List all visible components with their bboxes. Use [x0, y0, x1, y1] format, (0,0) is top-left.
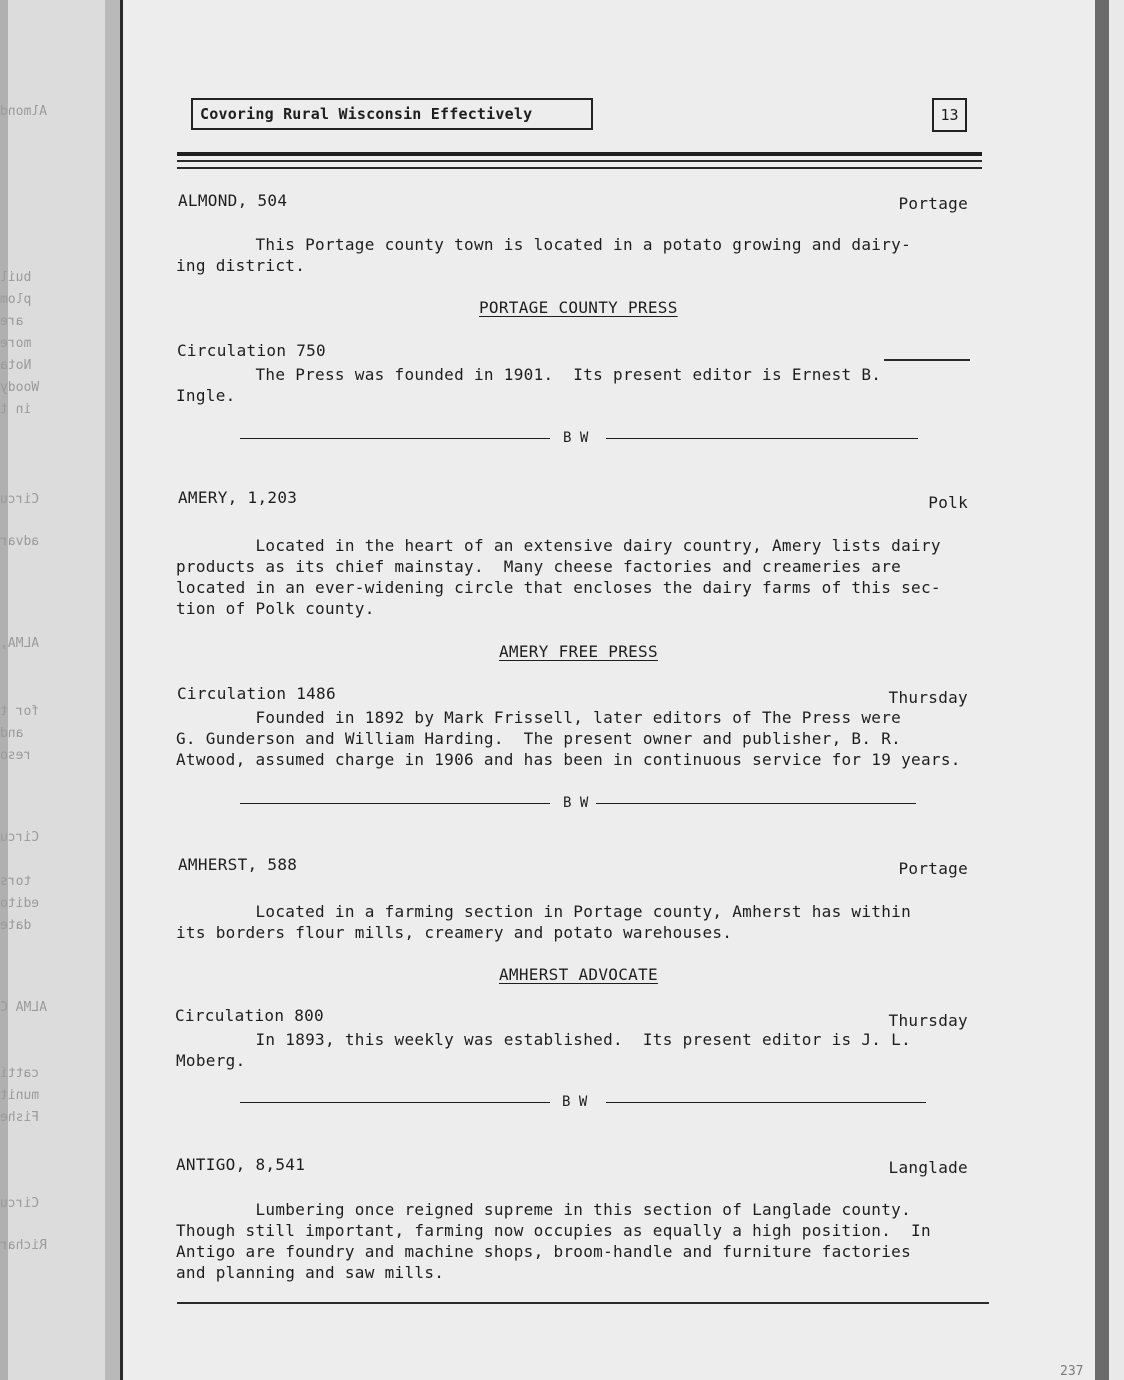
bleed-text: in t [0, 402, 32, 417]
town-description-line: Located in the heart of an extensive dairy country, Amery lists dairy [176, 536, 941, 555]
bleed-text: reso [0, 748, 32, 763]
town-description-line: its borders flour mills, creamery and potato warehouses. [176, 923, 733, 942]
history-line: The Press was founded in 1901. Its present editor is Ernest B. [176, 365, 882, 384]
separator-mark: B W [563, 430, 589, 446]
separator-mark: B W [562, 1094, 588, 1110]
bleed-text: plom [0, 292, 32, 307]
bleed-text: Almond [0, 104, 47, 119]
county-name: Langlade [888, 1158, 968, 1177]
header-rule-thick [177, 152, 982, 156]
history-line: Founded in 1892 by Mark Frissell, later editors of The Press were [176, 708, 902, 727]
circulation: Circulation 800 [175, 1006, 324, 1025]
bleed-text: Circu [0, 492, 40, 507]
bleed-text: Fishe [0, 1110, 40, 1125]
bleed-text: more [0, 336, 32, 351]
binding-shadow [105, 0, 120, 1380]
bleed-text: ALMA C [0, 1000, 47, 1015]
bleed-text: buil [0, 270, 32, 285]
town-description-line: Lumbering once reigned supreme in this section of Langlade county. [176, 1200, 912, 1219]
bleed-text: Nota [0, 358, 32, 373]
bleed-text: munit [0, 1088, 40, 1103]
bleed-text: Circu [0, 830, 40, 845]
binding-fold [0, 0, 8, 1380]
newspaper-title: PORTAGE COUNTY PRESS [479, 298, 678, 317]
bleed-text: for t [0, 704, 40, 719]
town-heading: AMHERST, 588 [178, 855, 298, 874]
bleed-text: tors [0, 874, 32, 889]
bleed-text: catti [0, 1066, 40, 1081]
header-rule-thin [177, 167, 982, 169]
page-edge-shadow [1095, 0, 1109, 1380]
circulation: Circulation 1486 [177, 684, 336, 703]
town-description-line: located in an ever-widening circle that encloses the dairy farms of this sec- [176, 578, 941, 597]
town-heading: ANTIGO, 8,541 [176, 1155, 306, 1174]
town-description-line: This Portage county town is located in a potato growing and dairy- [176, 235, 912, 254]
bleed-text: and [0, 726, 24, 741]
page-number: 13 [932, 98, 967, 132]
town-heading: ALMOND, 504 [178, 191, 288, 210]
town-description-line: and planning and saw mills. [176, 1263, 445, 1282]
town-heading: AMERY, 1,203 [178, 488, 298, 507]
publication-day: Thursday [888, 688, 968, 707]
town-description-line: Though still important, farming now occupies as equally a high position. In [176, 1221, 931, 1240]
circulation: Circulation 750 [177, 341, 326, 360]
history-line: In 1893, this weekly was established. Its present editor is J. L. [176, 1030, 912, 1049]
header-rule-thin [177, 160, 982, 162]
bleed-text: advar [0, 534, 40, 549]
town-description-line: Located in a farming section in Portage county, Amherst has within [176, 902, 912, 921]
bleed-text: date [0, 918, 32, 933]
bleed-text: are [0, 314, 24, 329]
bleed-text: Richar [0, 1238, 47, 1253]
bleed-text: edito [0, 896, 40, 911]
town-description-line: Antigo are foundry and machine shops, broom-handle and furniture factories [176, 1242, 912, 1261]
page-bottom-rule [177, 1302, 989, 1304]
bleed-text: ALMA, [0, 636, 40, 651]
county-name: Polk [928, 493, 968, 512]
county-name: Portage [898, 194, 968, 213]
history-line: Atwood, assumed charge in 1906 and has been in continuous service for 19 years. [176, 750, 961, 769]
town-description-line: products as its chief mainstay. Many cheese factories and creameries are [176, 557, 902, 576]
newspaper-title: AMERY FREE PRESS [499, 642, 658, 661]
page-header-title: Covoring Rural Wisconsin Effectively [191, 98, 593, 130]
county-name: Portage [898, 859, 968, 878]
bleed-text: Circu [0, 1196, 40, 1211]
town-description-line: ing district. [176, 256, 306, 275]
newspaper-title: AMHERST ADVOCATE [499, 965, 658, 984]
history-line: G. Gunderson and William Harding. The present owner and publisher, B. R. [176, 729, 902, 748]
bleed-text: Woody [0, 380, 40, 395]
corner-mark: 237 [1060, 1364, 1084, 1379]
history-line: Ingle. [176, 386, 236, 405]
history-line: Moberg. [176, 1051, 246, 1070]
town-description-line: tion of Polk county. [176, 599, 375, 618]
separator-mark: B W [563, 795, 589, 811]
stray-rule [884, 359, 970, 361]
publication-day: Thursday [888, 1011, 968, 1030]
facing-page-binding [0, 0, 123, 1380]
